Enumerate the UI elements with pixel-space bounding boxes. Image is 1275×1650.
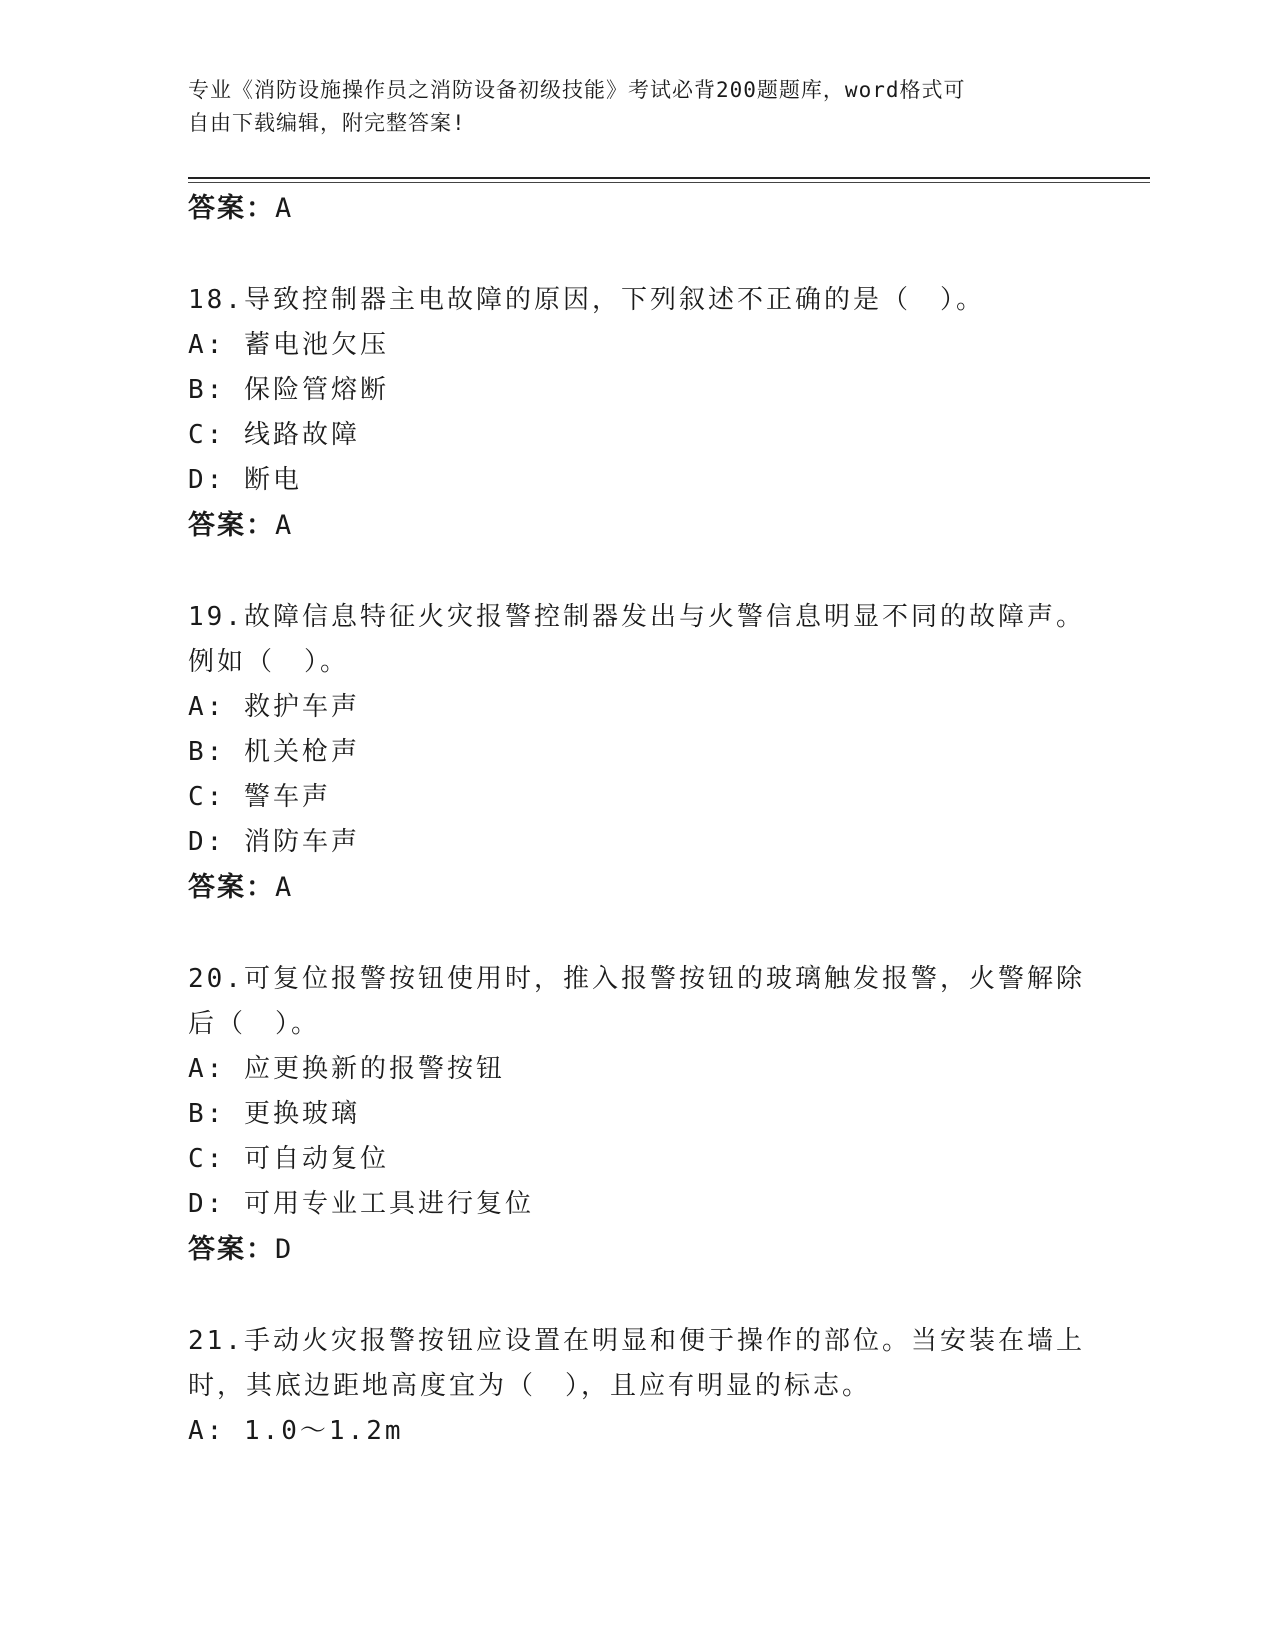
option-d: D: 断电	[188, 465, 302, 495]
answer-line	[188, 186, 1088, 231]
document-header	[188, 74, 1088, 140]
question-text-cont: 时，其底边距地高度宜为（ ），且应有明显的标志。	[188, 1371, 872, 1401]
option-b: B: 机关枪声	[188, 737, 360, 767]
answer-value: A	[275, 193, 294, 224]
spacer	[188, 1272, 1088, 1319]
question-19	[188, 595, 1088, 910]
option-a: A: 1.0～1.2m	[188, 1416, 404, 1446]
question-text: 18.导致控制器主电故障的原因，下列叙述不正确的是（ ）。	[188, 285, 985, 315]
question-text-cont: 后（ ）。	[188, 1009, 321, 1039]
option-d: D: 消防车声	[188, 827, 360, 857]
answer-label: 答案：	[188, 872, 275, 903]
question-20	[188, 957, 1088, 1272]
option-a: A: 蓄电池欠压	[188, 330, 389, 360]
answer-line	[188, 865, 1088, 910]
question-text-cont: 例如（ ）。	[188, 647, 350, 677]
question-text: 21.手动火灾报警按钮应设置在明显和便于操作的部位。当安装在墙上	[188, 1326, 1085, 1356]
question-text: 20.可复位报警按钮使用时，推入报警按钮的玻璃触发报警，火警解除	[188, 964, 1085, 994]
option-b: B: 更换玻璃	[188, 1099, 360, 1129]
header-line-2: 自由下载编辑，附完整答案!	[188, 111, 466, 135]
spacer	[188, 910, 1088, 957]
answer-line	[188, 1227, 1088, 1272]
header-rule	[188, 177, 1150, 179]
answer-label: 答案：	[188, 1234, 275, 1265]
option-a: A: 救护车声	[188, 692, 360, 722]
option-d: D: 可用专业工具进行复位	[188, 1189, 534, 1219]
question-text: 19.故障信息特征火灾报警控制器发出与火警信息明显不同的故障声。	[188, 602, 1085, 632]
answer-value: A	[275, 510, 294, 541]
answer-line	[188, 503, 1088, 548]
header-rule-thin	[188, 182, 1150, 183]
answer-value: A	[275, 872, 294, 903]
option-c: C: 警车声	[188, 782, 331, 812]
option-a: A: 应更换新的报警按钮	[188, 1054, 505, 1084]
spacer	[188, 231, 1088, 278]
answer-label: 答案：	[188, 510, 275, 541]
answer-label: 答案：	[188, 193, 275, 224]
question-18	[188, 278, 1088, 548]
answer-value: D	[275, 1234, 294, 1265]
question-list	[188, 186, 1088, 1454]
header-line-1: 专业《消防设施操作员之消防设备初级技能》考试必背200题题库，word格式可	[188, 78, 966, 102]
option-c: C: 线路故障	[188, 420, 360, 450]
question-21	[188, 1319, 1088, 1454]
option-c: C: 可自动复位	[188, 1144, 389, 1174]
option-b: B: 保险管熔断	[188, 375, 389, 405]
spacer	[188, 548, 1088, 595]
